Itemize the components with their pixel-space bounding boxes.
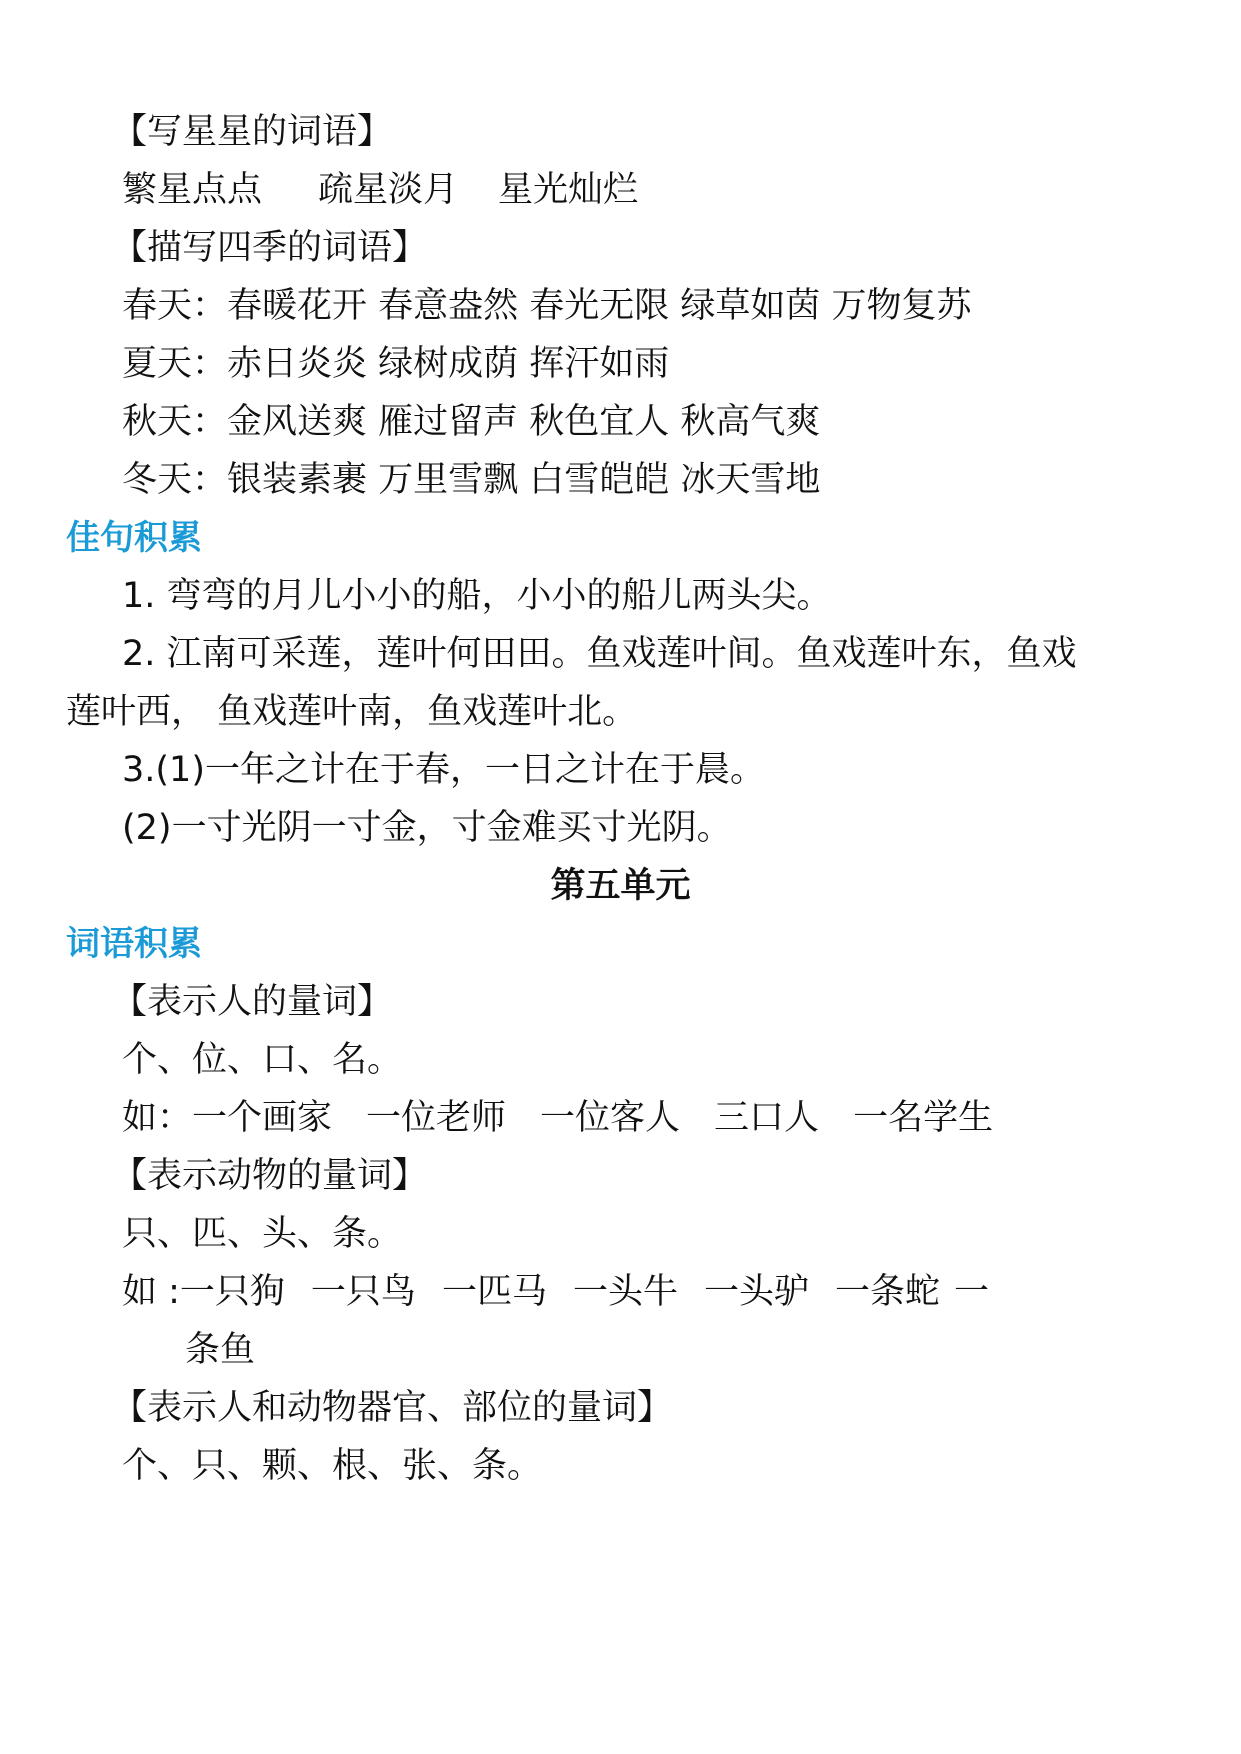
people-examples-line xyxy=(122,1096,993,1140)
sentence-3-part-1: 3.(1)一年之计在于春，一日之计在于晨。 xyxy=(122,750,765,790)
example: 如：一个画家 xyxy=(122,1098,333,1138)
word: 繁星点点 xyxy=(122,170,263,210)
heading-good-sentences: 佳句积累 xyxy=(66,518,202,558)
summer-words: 夏天：赤日炎炎 绿树成荫 挥汗如雨 xyxy=(122,344,670,384)
word: 星光灿烂 xyxy=(498,170,639,210)
animal-measure-list: 只、匹、头、条。 xyxy=(122,1214,403,1254)
unit-title: 第五单元 xyxy=(550,866,691,906)
example: 一名学生 xyxy=(853,1098,994,1138)
example: 一匹马 xyxy=(441,1272,547,1312)
example: 一条蛇 xyxy=(834,1272,940,1312)
sentence-1: 1. 弯弯的月儿小小的船，小小的船儿两头尖。 xyxy=(122,576,832,616)
section-heading-people-measure: 【表示人的量词】 xyxy=(112,982,393,1022)
sentence-2-line-2: 莲叶西， 鱼戏莲叶南，鱼戏莲叶北。 xyxy=(66,692,638,732)
people-measure-list: 个、位、口、名。 xyxy=(122,1040,403,1080)
example: 一位老师 xyxy=(366,1098,507,1138)
spring-words: 春天：春暖花开 春意盎然 春光无限 绿草如茵 万物复苏 xyxy=(122,286,972,326)
section-heading-organ-measure: 【表示人和动物器官、部位的量词】 xyxy=(112,1388,673,1428)
example: 一 xyxy=(954,1272,990,1312)
animal-examples-line xyxy=(122,1270,989,1314)
sentence-3-part-2: (2)一寸光阴一寸金，寸金难买寸光阴。 xyxy=(122,808,732,848)
animal-examples-continuation: 条鱼 xyxy=(185,1330,256,1370)
example: 如 :一只狗 xyxy=(122,1272,285,1312)
section-heading-stars: 【写星星的词语】 xyxy=(112,112,393,152)
winter-words: 冬天：银装素裹 万里雪飘 白雪皑皑 冰天雪地 xyxy=(122,460,821,500)
example: 一位客人 xyxy=(540,1098,681,1138)
example: 一头牛 xyxy=(572,1272,678,1312)
word: 疏星淡月 xyxy=(318,170,459,210)
section-heading-seasons: 【描写四季的词语】 xyxy=(112,228,428,268)
example: 一头驴 xyxy=(703,1272,809,1312)
heading-word-accumulation: 词语积累 xyxy=(66,924,202,964)
example: 三口人 xyxy=(714,1098,820,1138)
organ-measure-list: 个、只、颗、根、张、条。 xyxy=(122,1446,543,1486)
star-words-line xyxy=(122,168,638,212)
autumn-words: 秋天：金风送爽 雁过留声 秋色宜人 秋高气爽 xyxy=(122,402,821,442)
sentence-2-line-1: 2. 江南可采莲，莲叶何田田。鱼戏莲叶间。鱼戏莲叶东，鱼戏 xyxy=(122,634,1077,674)
example: 一只鸟 xyxy=(310,1272,416,1312)
section-heading-animal-measure: 【表示动物的量词】 xyxy=(112,1156,428,1196)
